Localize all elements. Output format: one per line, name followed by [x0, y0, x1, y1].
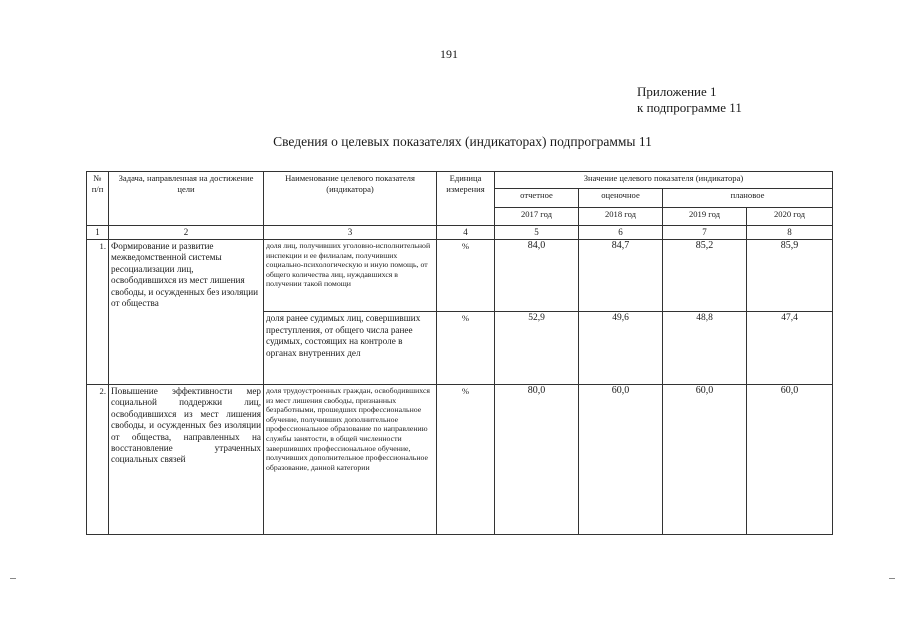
value-2019: 85,2	[663, 240, 747, 312]
value-2018: 49,6	[579, 312, 663, 385]
appendix-line-1: Приложение 1	[637, 84, 717, 99]
column-number: 3	[264, 226, 437, 240]
header-estimated: оценочное	[579, 189, 663, 208]
header-planned: плановое	[663, 189, 833, 208]
column-number: 4	[437, 226, 495, 240]
column-number-row	[87, 226, 833, 240]
indicator-name: доля ранее судимых лиц, совершивших преступления, от общего числа ранее судимых, состоящих на контроле в органах внутренних дел	[264, 312, 437, 385]
value-2018: 84,7	[579, 240, 663, 312]
value-2018: 60,0	[579, 385, 663, 535]
header-year-2018: 2018 год	[579, 208, 663, 226]
column-number: 8	[747, 226, 833, 240]
header-year-2019: 2019 год	[663, 208, 747, 226]
row-number: 1.	[87, 240, 109, 385]
unit-cell: %	[437, 385, 495, 535]
header-year-2020: 2020 год	[747, 208, 833, 226]
header-indicator: Наименование целевого показателя (индикатора)	[264, 172, 437, 226]
table-row	[87, 240, 833, 312]
unit-cell: %	[437, 240, 495, 312]
value-2020: 47,4	[747, 312, 833, 385]
task-cell: Формирование и развитие межведомственной системы ресоциализации лиц, освободившихся из мест лишения свободы, и осужденных без изоляции от общества	[109, 240, 264, 385]
value-2019: 48,8	[663, 312, 747, 385]
table-row	[87, 385, 833, 535]
appendix-note	[637, 84, 742, 116]
header-unit: Единица измерения	[437, 172, 495, 226]
value-2020: 85,9	[747, 240, 833, 312]
column-number: 5	[495, 226, 579, 240]
document-title: Сведения о целевых показателях (индикаторах) подпрограммы 11	[273, 134, 652, 149]
header-task: Задача, направленная на достижение цели	[109, 172, 264, 226]
column-number: 6	[579, 226, 663, 240]
value-2017: 84,0	[495, 240, 579, 312]
header-num: № п/п	[87, 172, 109, 226]
indicator-name: доля трудоустроенных граждан, освободившихся из мест лишения свободы, признанных безработными, прошедших профессиональное обучение, получивших дополнительное профессиональное образование по направлению службы занятости, в общей численности завершивших профессиональное обучение, получивших дополнительное профессиональное образование, данной категории	[264, 385, 437, 535]
row-number: 2.	[87, 385, 109, 535]
appendix-line-2: к подпрограмме 11	[637, 100, 742, 115]
column-number: 1	[87, 226, 109, 240]
scan-mark	[10, 578, 16, 579]
unit-cell: %	[437, 312, 495, 385]
task-cell: Повышение эффективности мер социальной поддержки лиц, освободившихся из мест лишения свободы, и осужденных без изоляции от общества, направленных на восстановление утраченных социальных связей	[109, 385, 264, 535]
scan-mark	[889, 578, 895, 579]
value-2017: 52,9	[495, 312, 579, 385]
header-value-group: Значение целевого показателя (индикатора)	[495, 172, 833, 189]
header-reporting: отчетное	[495, 189, 579, 208]
value-2020: 60,0	[747, 385, 833, 535]
indicators-table	[86, 171, 833, 535]
column-number: 7	[663, 226, 747, 240]
header-year-2017: 2017 год	[495, 208, 579, 226]
value-2019: 60,0	[663, 385, 747, 535]
indicator-name: доля лиц, получивших уголовно-исполнительной инспекции и ее филиалам, получивших социально-психологическую и иную помощь, от общего количества лиц, нуждавшихся в получении такой помощи	[264, 240, 437, 312]
value-2017: 80,0	[495, 385, 579, 535]
column-number: 2	[109, 226, 264, 240]
page-number: 191	[440, 47, 458, 61]
